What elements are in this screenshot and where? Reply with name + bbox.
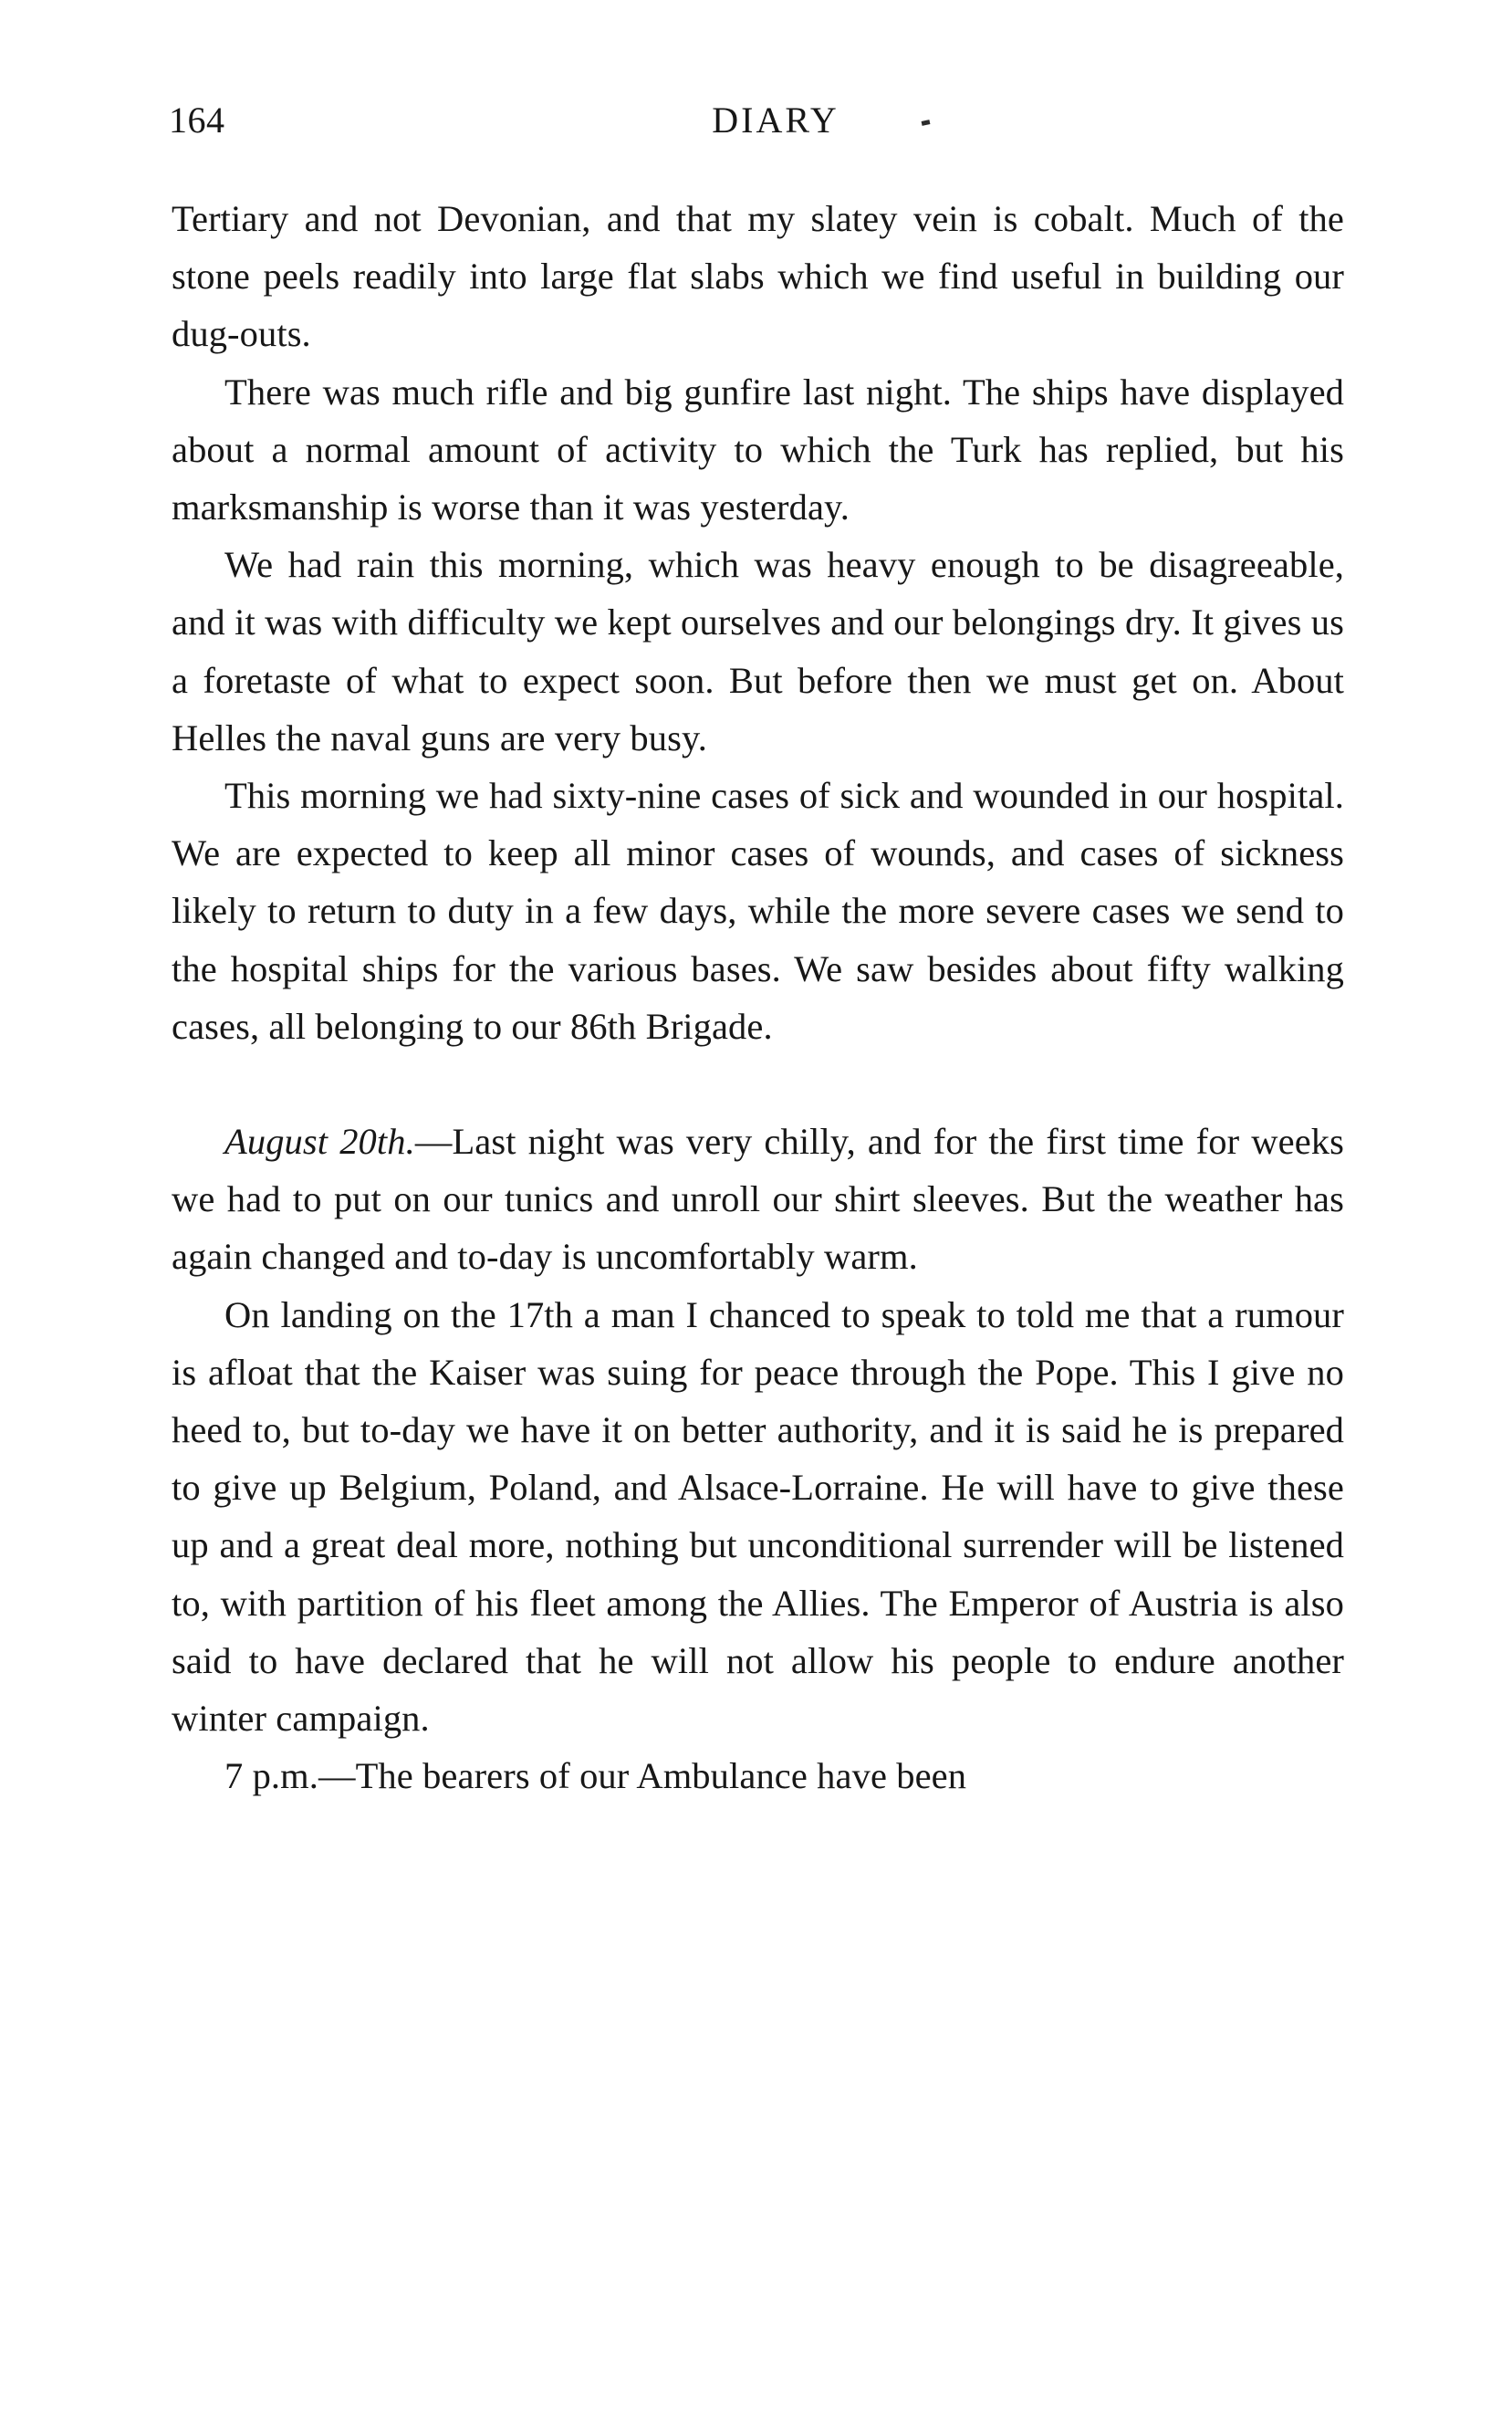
paragraph: There was much rifle and big gunfire last night. The ships have displayed about a normal amount of activity to which the Turk has replied, but his marksmanship is worse than it was yesterday. xyxy=(172,371,1344,528)
entry-date-label: August 20th. xyxy=(224,1121,415,1163)
diary-entry-august-20 xyxy=(172,1113,1344,1286)
page-number: 164 xyxy=(169,99,225,141)
entry-dash: — xyxy=(318,1755,356,1797)
entry-text: Last night was very chilly, and for the first time for weeks we had to put on our tunics and unroll our shirt sleeves. But the weather has again changed and to-day is uncomfortably warm. xyxy=(172,1121,1344,1278)
page-header xyxy=(169,99,1346,142)
paragraph: This morning we had sixty-nine cases of sick and wounded in our hospital. We are expected to keep all minor cases of wounds, and cases of sickness likely to return to duty in a few days, while the more severe cases we send to the hospital ships for the various bases. We saw besides about fifty walking cases, all belonging to our 86th Brigade. xyxy=(172,775,1344,1047)
entry-dash: — xyxy=(414,1121,453,1163)
diary-entry-7pm xyxy=(172,1747,1344,1804)
entry-text: The bearers of our Ambulance have been xyxy=(355,1755,967,1797)
running-head: DIARY xyxy=(712,99,839,141)
section-break xyxy=(172,1055,1344,1113)
paragraph: On landing on the 17th a man I chanced to speak to told me that a rumour is afloat that the Kaiser was suing for peace through the Pope. This I give no heed to, but to-day we have it on better authority, and it is said he is prepared to give up Belgium, Poland, and Alsace-Lorraine. He will have to give these up and a great deal more, nothing but unconditional surrender will be listened to, with partition of his fleet among the Allies. The Emperor of Austria is also said to have declared that he will not allow his people to endure another winter campaign. xyxy=(172,1293,1344,1740)
page-body xyxy=(172,190,1344,1804)
entry-time-label: 7 p.m. xyxy=(224,1755,318,1797)
paragraph: We had rain this morning, which was heavy enough to be disagreeable, and it was with difficulty we kept ourselves and our belongings dry. It gives us a foretaste of what to expect soon. But before then we must get on. About Helles the naval guns are very busy. xyxy=(172,544,1344,758)
paragraph: Tertiary and not Devonian, and that my slatey vein is cobalt. Much of the stone peels readily into large flat slabs which we find useful in building our dug-outs. xyxy=(172,198,1344,355)
